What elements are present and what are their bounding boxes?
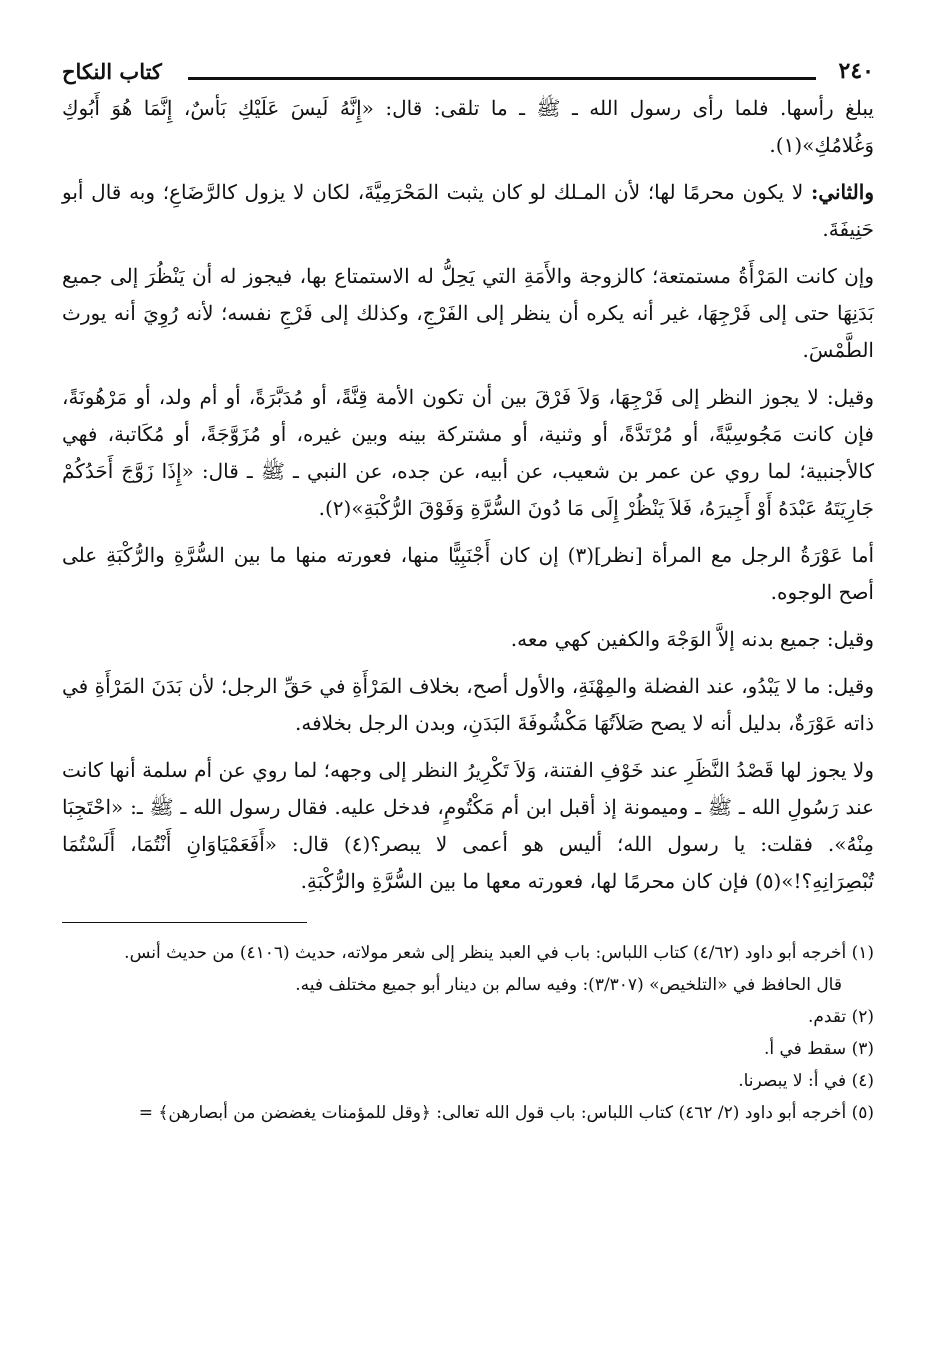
paragraph: وقيل: ما لا يَبْدُو، عند الفضلة والمِهْنَةِ، والأول أصح، بخلاف المَرْأَةِ في حَقِّ الرجل؛ لأن بَدَنَ المَرْأَةِ في ذاته عَوْرَةٌ، بدليل أنه لا يصح صَلاَتُهَا مَكْشُوفَةَ البَدَنِ، وبدن الرجل بخلافه. [62,674,874,735]
paragraph: وقيل: جميع بدنه إلاَّ الوَجْهَ والكفين كهي معه. [510,627,874,651]
footnote: (١) أخرجه أبو داود (٤/٦٢) كتاب اللباس: باب في العبد ينظر إلى شعر مولاته، حديث (٤١٠٦) من حديث أنس. [124,943,874,963]
footnote: (٢) تقدم. [807,1007,874,1027]
footnote-continuation: قال الحافظ في «التلخيص» (٣/٣٠٧): وفيه سالم بن دينار أبو جميع مختلف فيه. [295,975,842,995]
book-page [62,44,874,1129]
paragraph: وقيل: لا يجوز النظر إلى فَرْجِهَا، وَلاَ فَرْقَ بين أن تكون الأمة قِنَّةً، أو مُدَبَّرَةً، أو أم ولد، أو مَرْهُونَةً، فإن كانت مَجُوسِيَّةً، أو مُرْتَدَّةً، أو وثنية، أو مشتركة بينه وبين غيره، أو مُزَوَّجَةً، أو مُكَاتبة، فهي كالأجنبية؛ لما روي عن عمر بن شعيب، عن أبيه، عن جده، عن النبي ـ ﷺ ـ قال: «إِذَا زَوَّجَ أَحَدُكُمْ جَارِيَتَهُ عَبْدَهُ أَوْ أَجِيرَهُ، فَلاَ يَنْظُرْ إِلَى مَا دُونَ السُّرَّةِ وَفَوْقَ الرُّكْبَةِ»(٢). [62,385,874,520]
header-rule [188,77,816,80]
footnotes [62,937,874,1129]
paragraph: ولا يجوز لها قَصْدُ النَّظَرِ عند خَوْفِ الفتنة، وَلاَ تَكْرِيرُ النظر إلى وجهه؛ لما روي عن أم سلمة أنها كانت عند رَسُولِ الله ـ ﷺ ـ وميمونة إذ أقبل ابن أم مَكْتُومٍ، فدخل عليه. فقال رسول الله ـ ﷺ ـ: «احْتَجِبَا مِنْهُ». فقلت: يا رسول الله؛ أليس هو أعمى لا يبصر؟(٤) قال: «أَفَعَمْيَاوَانِ أَنْتُمَا، أَلَسْتُمَا تُبْصِرَانِهِ؟!»(٥) فإن كان محرمًا لها، فعورته معها ما بين السُّرَّةِ والرُّكْبَةِ. [62,758,874,893]
footnote-separator [62,922,307,923]
paragraph: وإن كانت المَرْأَةُ مستمتعة؛ كالزوجة والأَمَةِ التي يَحِلُّ له الاستمتاع بها، فيجوز له أن يَنْظُرَ إلى جميع بَدَنِهَا حتى إلى فَرْجِهَا، غير أنه يكره أن ينظر إلى الفَرْجِ، وكذلك إلى فَرْجِ نفسه؛ لأنه رُوِيَ أنه يورث الطَّمْسَ. [62,264,874,362]
footnote: (٣) سقط في أ. [763,1039,874,1059]
paragraph: يبلغ رأسها. فلما رأى رسول الله ـ ﷺ ـ ما تلقى: قال: «إِنَّهُ لَيسَ عَلَيْكِ بَأسٌ، إِنَّمَا هُوَ أَبُوكِ وَغُلامُكِ»(١). [62,96,874,157]
main-text [62,90,874,900]
running-title: كتاب النكاح [62,59,162,84]
page-header [62,44,874,82]
page-number: ٢٤٠ [838,58,874,84]
footnote: (٤) في أ: لا يبصرنا. [738,1071,874,1091]
footnote: (٥) أخرجه أبو داود (٢/ ٤٦٢) كتاب اللباس: باب قول الله تعالى: ﴿وقل للمؤمنات يغضضن من أبصارهن﴾ = [138,1103,874,1123]
paragraph: أما عَوْرَةُ الرجل مع المرأة [نظر](٣) إن كان أَجْنَبِيًّا منها، فعورته منها ما بين السُّرَّةِ والرُّكْبَةِ على أصح الوجوه. [62,543,875,604]
paragraph: والثاني: لا يكون محرمًا لها؛ لأن المـلك لو كان يثبت المَحْرَمِيَّةَ، لكان لا يزول كالرَّضَاعِ؛ وبه قال أبو حَنِيفَةَ. [62,180,874,241]
